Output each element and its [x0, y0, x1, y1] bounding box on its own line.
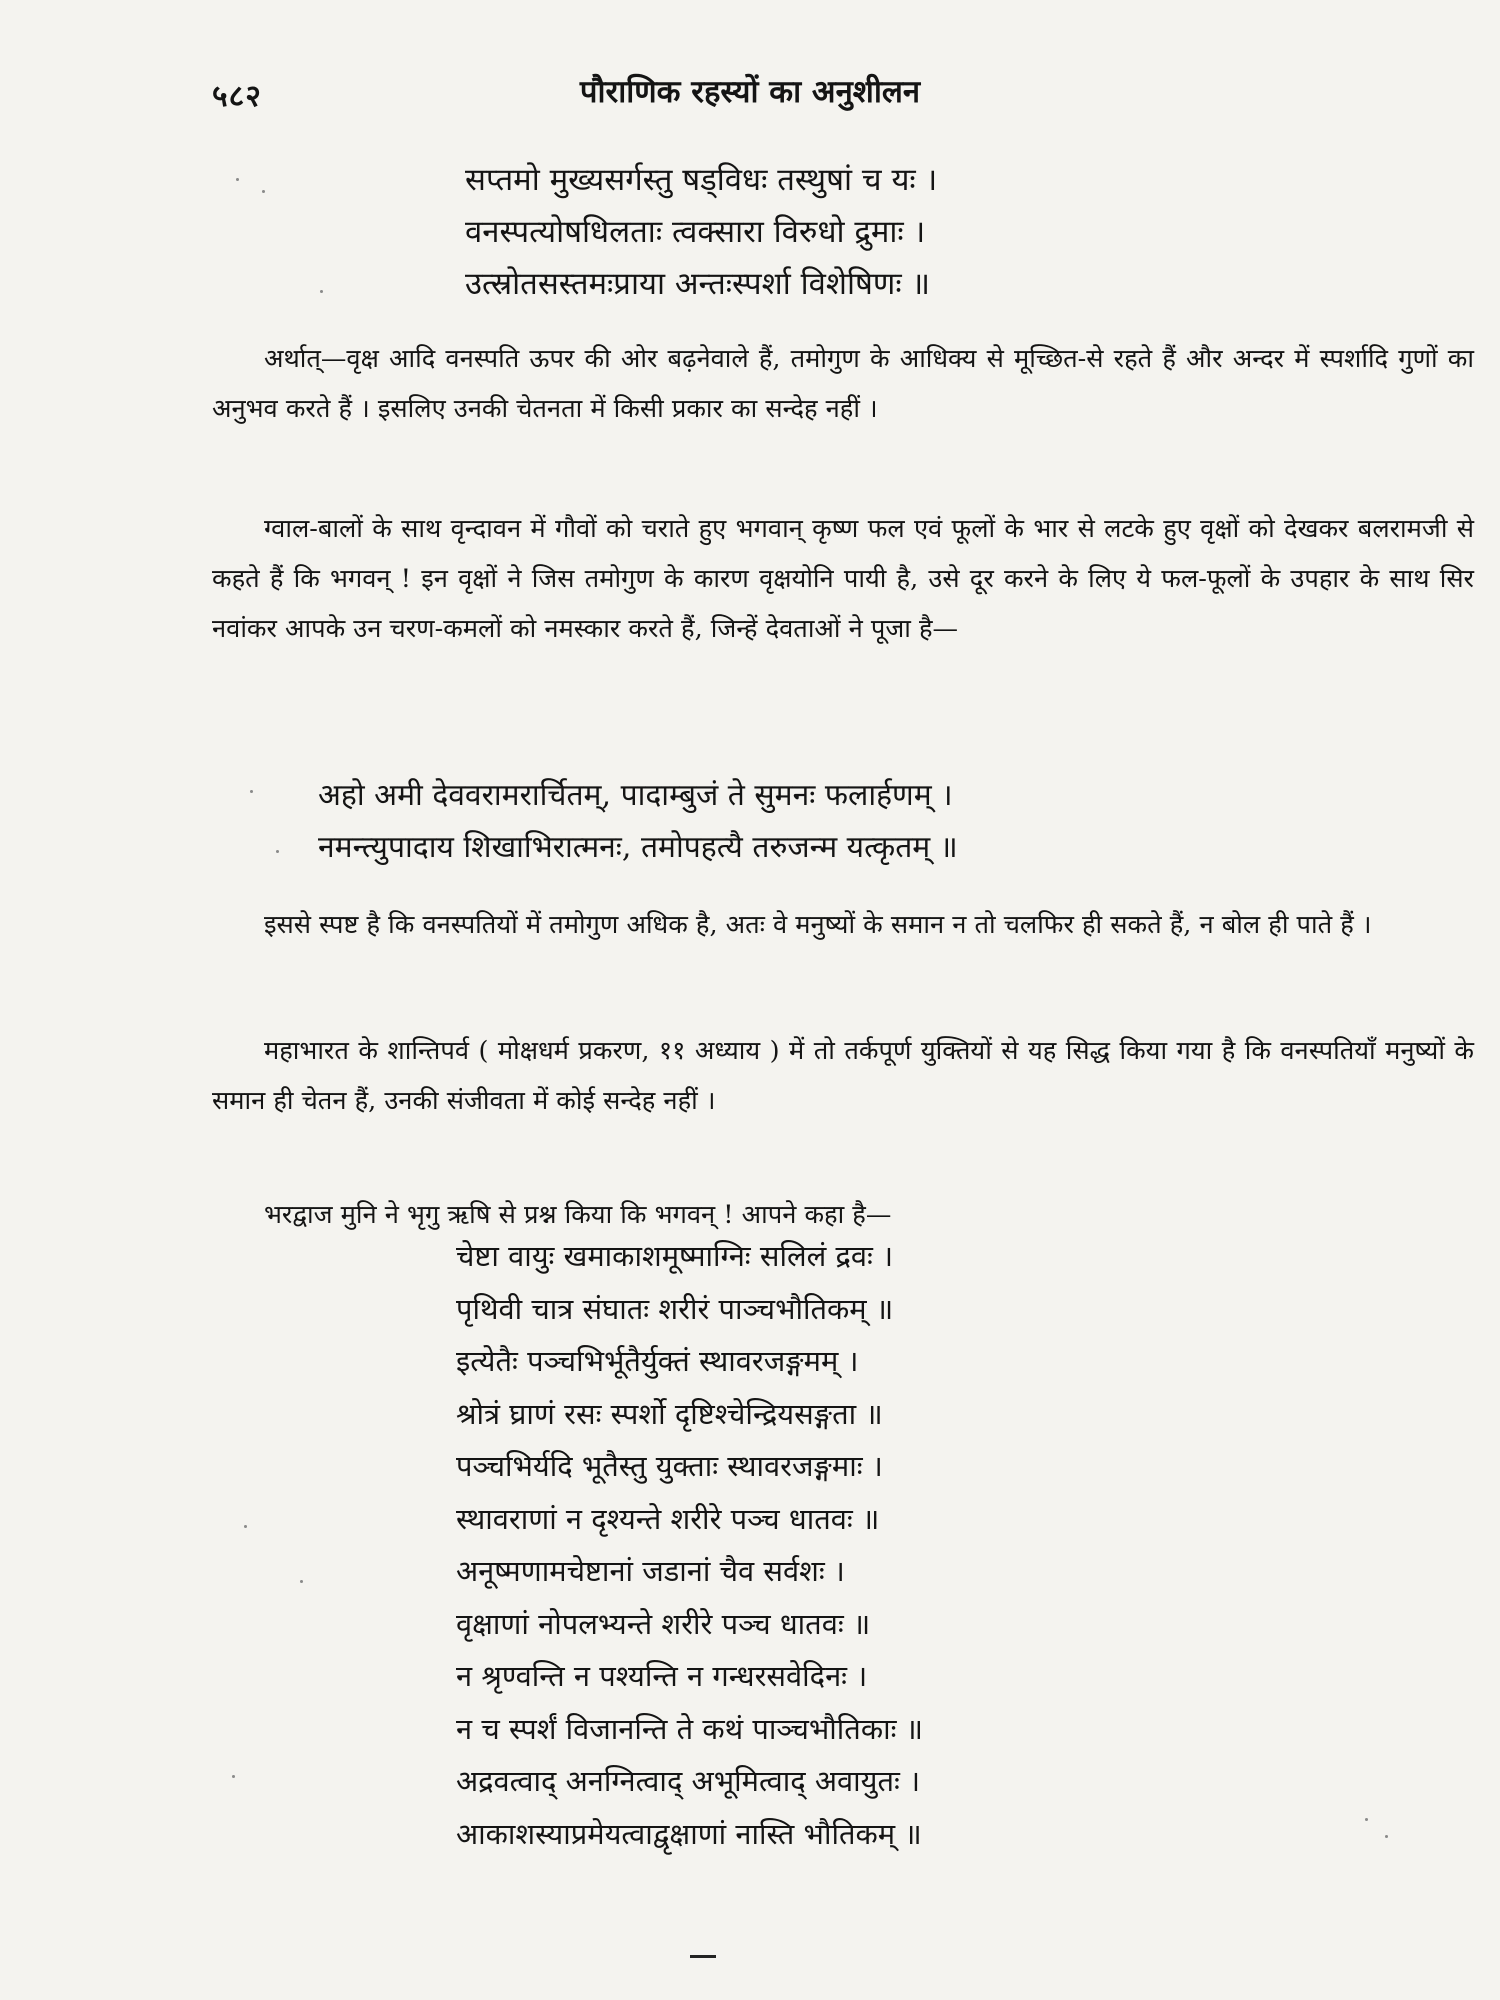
verse-line: चेष्टा वायुः खमाकाशमूष्माग्निः सलिलं द्रवः । [456, 1239, 894, 1273]
scan-speck [300, 1580, 303, 1583]
scan-speck [320, 290, 323, 293]
running-title: पौराणिक रहस्यों का अनुशीलन [579, 74, 921, 110]
verse-line: स्थावराणां न दृश्यन्ते शरीरे पञ्च धातवः ॥ [456, 1501, 880, 1536]
verse-line: न च स्पर्शं विजानन्ति ते कथं पाञ्चभौतिकाः ॥ [456, 1711, 924, 1746]
paragraph-4 [212, 1026, 1474, 1126]
verse-line: नमन्त्युपादाय शिखाभिरात्मनः, तमोपहत्यै तरुजन्म यत्कृतम् ॥ [318, 830, 958, 865]
verse-line: श्रोत्रं घ्राणं रसः स्पर्शो दृष्टिश्चेन्द्रियसङ्गता ॥ [456, 1396, 883, 1431]
verse-line: न श्रृण्वन्ति न पश्यन्ति न गन्धरसवेदिनः । [456, 1659, 868, 1693]
paragraph-text: ग्वाल-बालों के साथ वृन्दावन में गौवों को चराते हुए भगवान् कृष्ण फल एवं फूलों के भार से लटके हुए वृक्षों को देखकर बलरामजी से कहते हैं कि भगवन् ! इन वृक्षों ने जिस तमोगुण के कारण वृक्षयोनि पायी है, उसे दूर करने के लिए ये फल-फूलों के उपहार के साथ सिर नवांकर आपके उन चरण-कमलों को नमस्कार करते हैं, जिन्हें देवताओं ने पूजा है— [212, 514, 1474, 644]
verse-block-3 [456, 1230, 923, 1860]
scan-speck [1385, 1835, 1388, 1838]
verse-line: अनूष्मणामचेष्टानां जडानां चैव सर्वशः । [456, 1554, 845, 1588]
paragraph-1 [212, 334, 1474, 434]
verse-line: पञ्चभिर्यदि भूतैस्तु युक्ताः स्थावरजङ्गमाः । [456, 1449, 883, 1483]
scan-speck [244, 1525, 247, 1528]
paragraph-text: अर्थात्—वृक्ष आदि वनस्पति ऊपर की ओर बढ़नेवाले हैं, तमोगुण के आधिक्य से मूच्छित-से रहते हैं और अन्दर में स्पर्शादि गुणों का अनुभव करते हैं । इसलिए उनकी चेतनता में किसी प्रकार का सन्देह नहीं । [212, 344, 1474, 424]
footer-dash [690, 1955, 716, 1958]
verse-line: पृथिवी चात्र संघातः शरीरं पाञ्चभौतिकम् ॥ [456, 1291, 894, 1326]
verse-line: वनस्पत्योषधिलताः त्वक्सारा विरुधो द्रुमाः । [465, 214, 926, 250]
scan-speck [232, 1775, 235, 1778]
paragraph-2 [212, 504, 1474, 654]
verse-line: उत्स्रोतसस्तमःप्राया अन्तःस्पर्शा विशेषिणः ॥ [465, 266, 931, 302]
paragraph-text: भरद्वाज मुनि ने भृगु ऋषि से प्रश्न किया कि भगवन् ! आपने कहा है— [264, 1200, 892, 1230]
scan-speck [236, 178, 239, 181]
page-number: ५८२ [212, 79, 262, 114]
scan-speck [276, 850, 279, 853]
verse-block-1 [465, 154, 937, 310]
scan-speck [262, 190, 265, 193]
verse-line: अहो अमी देववरामरार्चितम्, पादाम्बुजं ते सुमनः फलार्हणम् । [318, 778, 953, 813]
verse-line: आकाशस्याप्रमेयत्वाद्वृक्षाणां नास्ति भौतिकम् ॥ [456, 1816, 922, 1851]
verse-block-2 [318, 770, 958, 874]
verse-line: सप्तमो मुख्यसर्गस्तु षड्विधः तस्थुषां च यः । [465, 162, 938, 198]
scan-speck [1365, 1818, 1368, 1821]
verse-line: अद्रवत्वाद् अनग्नित्वाद् अभूमित्वाद् अवायुतः । [456, 1764, 921, 1798]
scan-speck [250, 790, 253, 793]
paragraph-text: महाभारत के शान्तिपर्व ( मोक्षधर्म प्रकरण, ११ अध्याय ) में तो तर्कपूर्ण युक्तियों से यह सिद्ध किया गया है कि वनस्पतियाँ मनुष्यों के समान ही चेतन हैं, उनकी संजीवता में कोई सन्देह नहीं । [212, 1036, 1474, 1116]
paragraph-3 [212, 900, 1474, 950]
verse-line: वृक्षाणां नोपलभ्यन्ते शरीरे पञ्च धातवः ॥ [456, 1606, 871, 1641]
paragraph-text: इससे स्पष्ट है कि वनस्पतियों में तमोगुण अधिक है, अतः वे मनुष्यों के समान न तो चलफिर ही सकते हैं, न बोल ही पाते हैं । [264, 910, 1372, 940]
verse-line: इत्येतैः पञ्चभिर्भूतैर्युक्तं स्थावरजङ्गमम् । [456, 1344, 859, 1378]
